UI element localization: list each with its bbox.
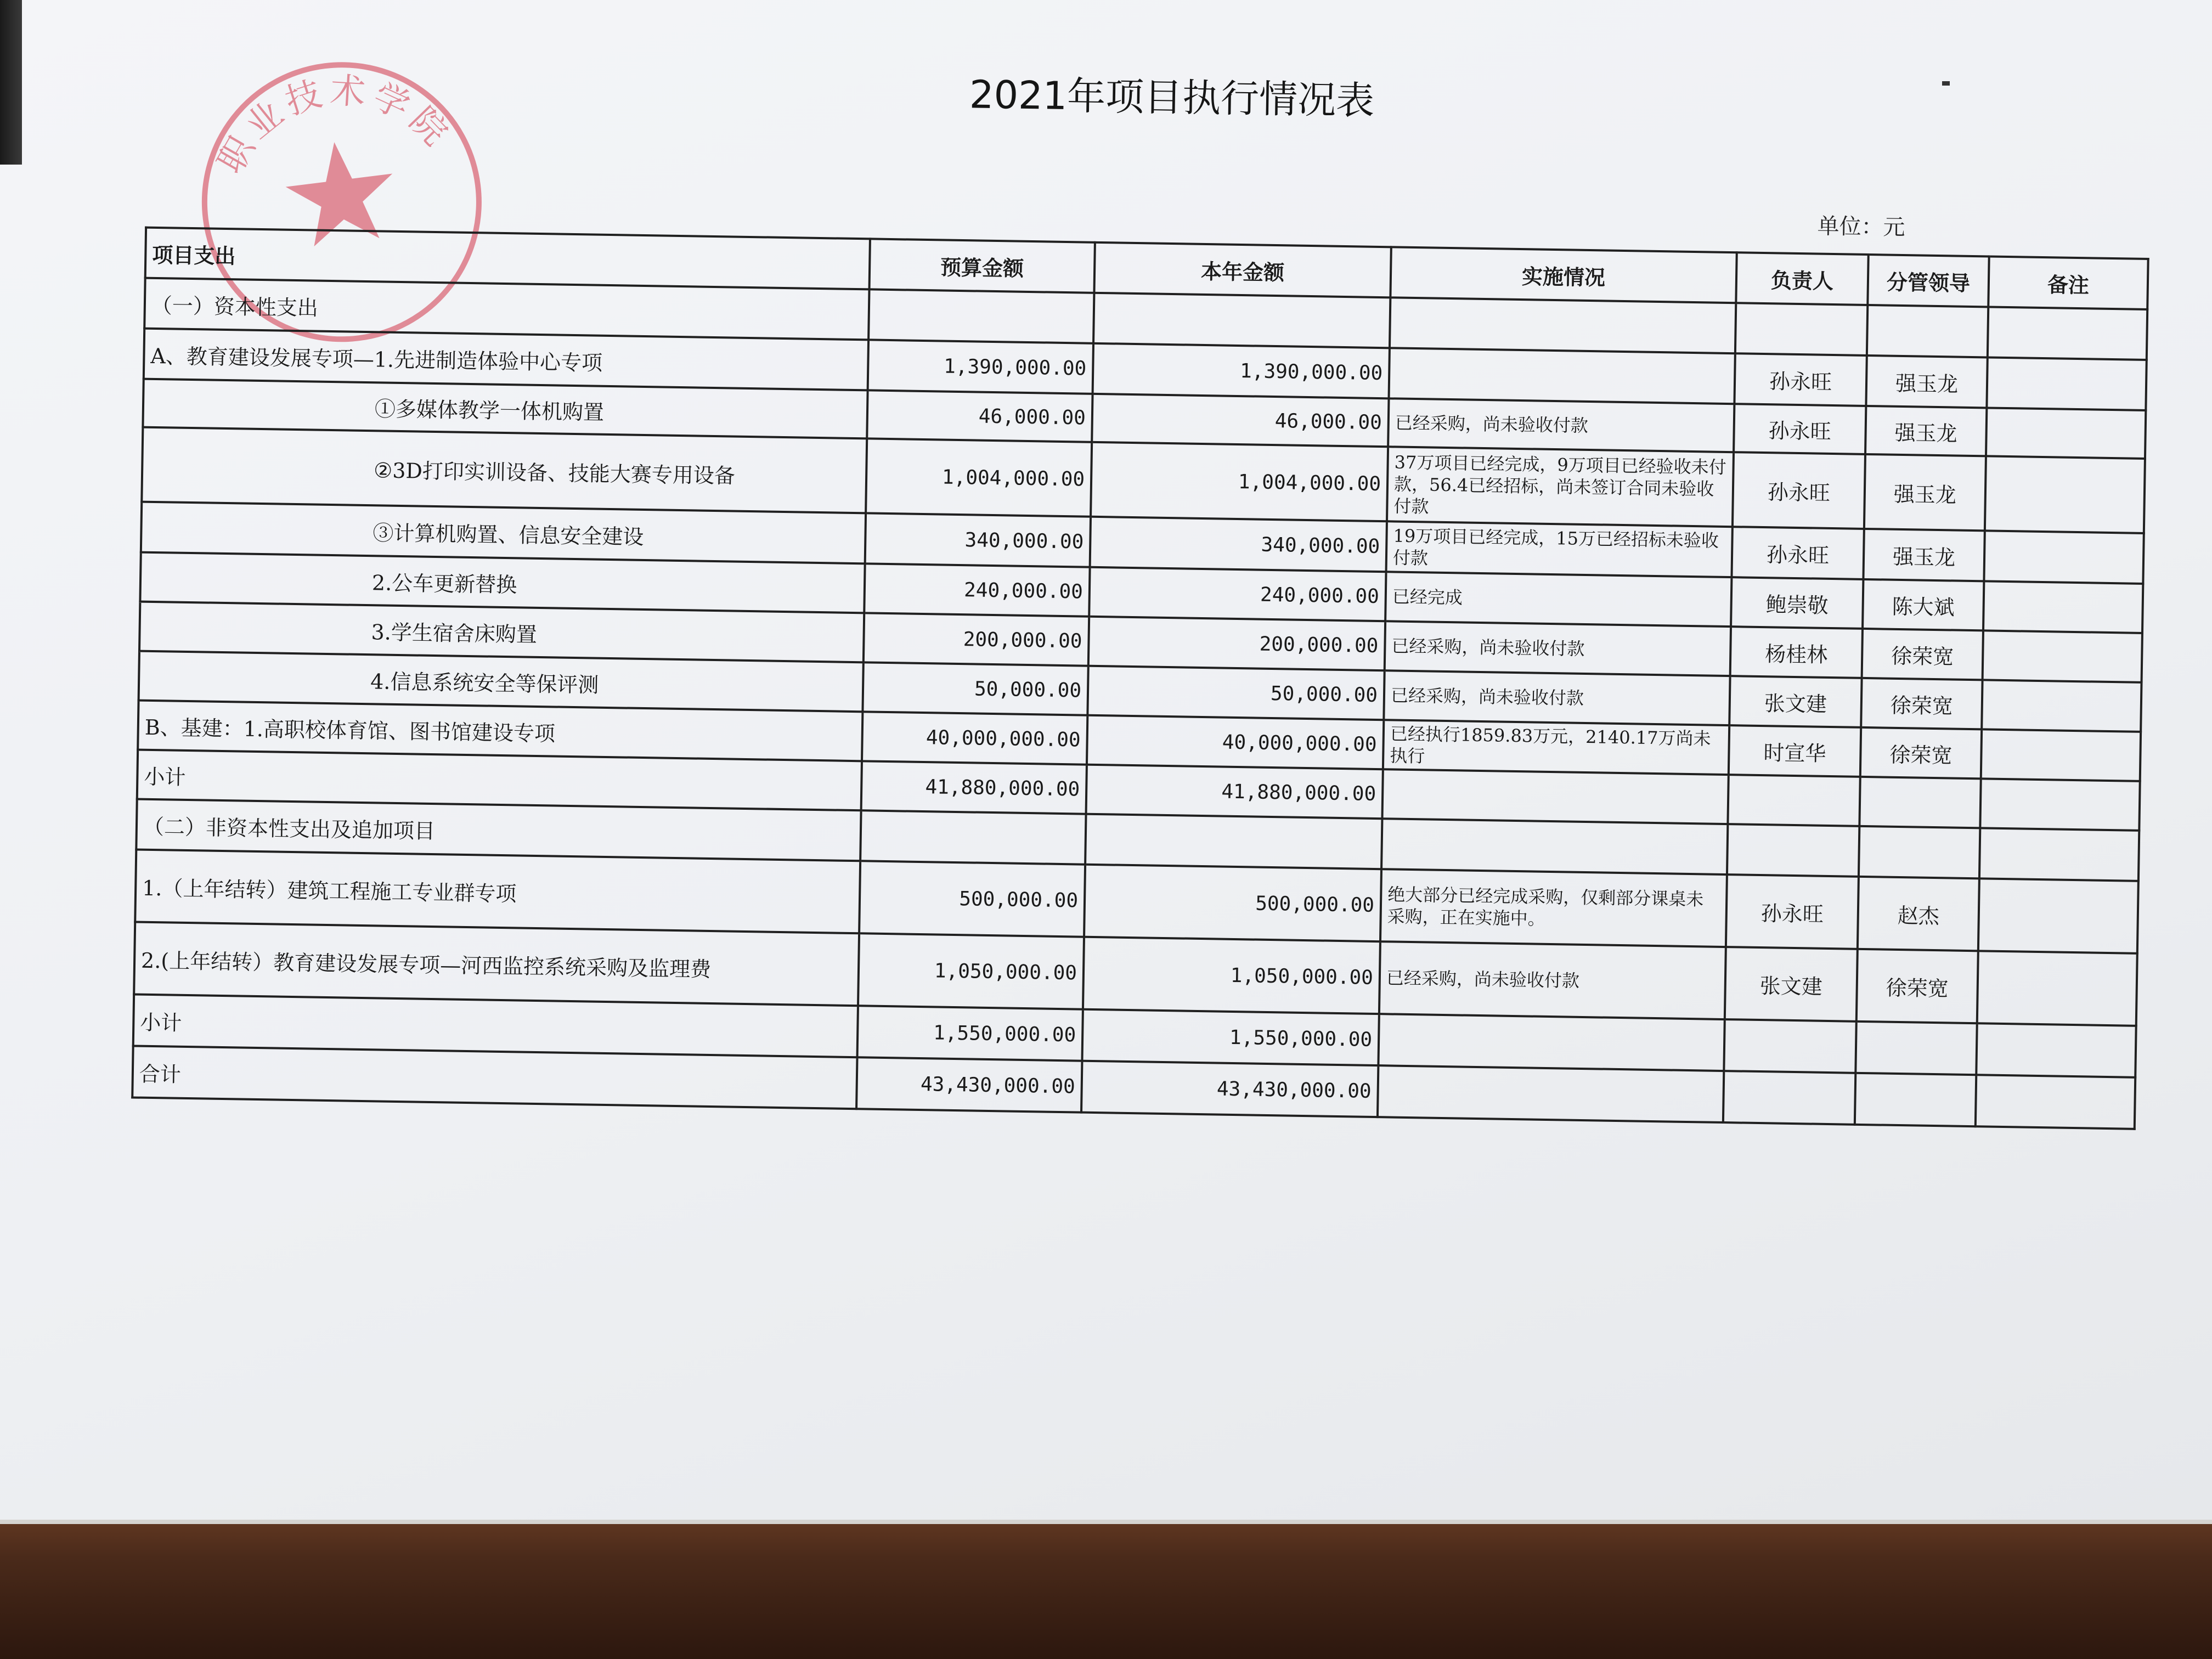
row-budget: 1,004,000.00: [866, 438, 1092, 516]
row-implementation: 19万项目已经完成，15万已经招标未验收付款: [1386, 521, 1733, 577]
row-remark: [1983, 581, 2143, 633]
row-remark: [1978, 878, 2138, 953]
row-current: 340,000.00: [1090, 517, 1387, 572]
row-current: 1,050,000.00: [1083, 937, 1380, 1014]
row-implementation: 绝大部分已经完成采购，仅剩部分课桌未采购，正在实施中。: [1380, 869, 1727, 947]
row-budget: 46,000.00: [867, 390, 1092, 442]
row-name: A、教育建设发展专项—1.先进制造体验中心专项: [144, 329, 868, 391]
row-current: [1093, 293, 1390, 348]
row-name: 4.信息系统安全等保评测: [139, 651, 864, 712]
row-current: 1,550,000.00: [1082, 1009, 1379, 1065]
row-current: 41,880,000.00: [1086, 765, 1383, 819]
seal-text: 职业技术学院: [210, 70, 459, 180]
header-project: 项目支出: [145, 228, 870, 290]
row-owner: 鲍崇敬: [1731, 577, 1863, 629]
row-owner: 孙永旺: [1731, 527, 1864, 579]
row-remark: [1979, 828, 2139, 881]
row-remark: [1984, 531, 2143, 584]
row-budget: 1,050,000.00: [858, 933, 1084, 1009]
row-name: B、基建：1.高职校体育馆、图书馆建设专项: [138, 701, 862, 761]
row-budget: 1,390,000.00: [868, 340, 1093, 393]
header-owner: 负责人: [1736, 252, 1868, 305]
row-name: ③计算机购置、信息安全建设: [141, 502, 866, 564]
row-current: 200,000.00: [1088, 617, 1385, 670]
row-current: 1,390,000.00: [1093, 343, 1390, 398]
row-leader: [1859, 826, 1980, 878]
row-implementation: 已经执行1859.83万元，2140.17万尚未执行: [1383, 720, 1729, 775]
row-current: 1,004,000.00: [1091, 442, 1388, 521]
row-leader: 徐荣宽: [1862, 629, 1983, 680]
header-leader: 分管领导: [1867, 255, 1989, 307]
row-name: ①多媒体教学一体机购置: [143, 379, 867, 439]
row-leader: 徐荣宽: [1860, 727, 1982, 778]
row-owner: 孙永旺: [1734, 404, 1866, 454]
row-name: 1.（上年结转）建筑工程施工专业群专项: [135, 850, 860, 934]
row-leader: 赵杰: [1858, 877, 1979, 951]
row-name: 2.(上年结转）教育建设发展专项—河西监控系统采购及监理费: [134, 922, 859, 1006]
row-budget: 40,000,000.00: [862, 712, 1087, 764]
row-remark: [1986, 408, 2146, 459]
document-title: 2021年项目执行情况表: [969, 72, 1375, 123]
row-leader: 徐荣宽: [1861, 678, 1982, 729]
row-implementation: [1389, 348, 1735, 404]
row-owner: 孙永旺: [1726, 874, 1859, 949]
header-implementation: 实施情况: [1390, 247, 1736, 303]
row-budget: 240,000.00: [864, 563, 1090, 616]
row-budget: 340,000.00: [865, 513, 1091, 567]
row-implementation: 已经采购，尚未验收付款: [1384, 670, 1730, 725]
row-budget: [868, 289, 1094, 343]
row-current: 500,000.00: [1084, 865, 1381, 941]
unit-label: 单位：元: [1817, 213, 1905, 241]
row-name: 小计: [133, 994, 858, 1057]
header-remark: 备注: [1988, 256, 2148, 309]
row-budget: 41,880,000.00: [861, 761, 1087, 814]
row-name: （一）资本性支出: [144, 278, 869, 340]
row-current: [1085, 814, 1382, 869]
row-leader: 强玉龙: [1866, 356, 1987, 408]
row-remark: [1981, 729, 2141, 781]
row-implementation: 37万项目已经完成，9万项目已经验收未付款，56.4已经招标，尚未签订合同未验收付款: [1387, 447, 1734, 527]
row-remark: [1983, 630, 2142, 682]
row-remark: [1987, 357, 2146, 410]
row-budget: 43,430,000.00: [856, 1057, 1082, 1112]
row-budget: 200,000.00: [864, 613, 1089, 665]
row-leader: 强玉龙: [1865, 406, 1987, 456]
row-leader: [1859, 777, 1980, 828]
row-current: 43,430,000.00: [1081, 1061, 1378, 1117]
row-owner: [1727, 824, 1859, 877]
row-leader: 强玉龙: [1864, 454, 1986, 531]
row-owner: [1723, 1071, 1855, 1125]
row-leader: 强玉龙: [1863, 529, 1984, 581]
row-implementation: [1378, 1014, 1724, 1071]
row-remark: [1982, 680, 2141, 732]
row-leader: [1855, 1073, 1976, 1126]
row-owner: [1735, 303, 1867, 356]
row-implementation: [1382, 769, 1728, 824]
row-remark: [1985, 456, 2145, 533]
row-current: 240,000.00: [1089, 567, 1386, 621]
execution-table: [131, 227, 2149, 1130]
row-owner: 时宣华: [1729, 725, 1861, 777]
row-implementation: [1378, 1065, 1724, 1122]
row-budget: 50,000.00: [862, 662, 1088, 715]
row-owner: [1728, 775, 1860, 826]
row-owner: 张文建: [1725, 947, 1858, 1022]
row-budget: 1,550,000.00: [857, 1006, 1083, 1060]
row-implementation: 已经采购，尚未验收付款: [1385, 621, 1731, 676]
row-owner: 杨桂林: [1730, 627, 1863, 678]
row-implementation: 已经完成: [1385, 572, 1731, 627]
row-current: 46,000.00: [1092, 394, 1389, 447]
row-budget: 500,000.00: [859, 861, 1085, 936]
row-owner: 孙永旺: [1734, 353, 1866, 406]
row-leader: 陈大斌: [1863, 579, 1984, 630]
row-current: 40,000,000.00: [1087, 715, 1384, 769]
row-name: 3.学生宿舍床购置: [139, 602, 864, 663]
row-leader: [1855, 1022, 1977, 1075]
row-remark: [1988, 307, 2147, 360]
header-current: 本年金额: [1094, 242, 1391, 297]
row-implementation: 已经采购，尚未验收付款: [1379, 941, 1726, 1019]
row-implementation: 已经采购，尚未验收付款: [1388, 398, 1734, 452]
row-current: 50,000.00: [1087, 666, 1384, 720]
row-remark: [1980, 778, 2140, 831]
row-implementation: [1381, 819, 1728, 874]
row-remark: [1977, 951, 2137, 1026]
row-owner: [1724, 1019, 1856, 1073]
row-leader: 徐荣宽: [1857, 949, 1978, 1023]
row-name: 2.公车更新替换: [140, 552, 865, 613]
row-name: 小计: [137, 750, 862, 811]
row-remark: [1976, 1023, 2136, 1077]
row-leader: [1867, 305, 1988, 357]
row-name: 合计: [132, 1046, 857, 1109]
row-owner: 孙永旺: [1733, 452, 1865, 529]
row-budget: [860, 810, 1086, 864]
row-remark: [1976, 1075, 2135, 1129]
row-owner: 张文建: [1729, 676, 1861, 727]
row-name: （二）非资本性支出及追加项目: [136, 799, 861, 861]
row-name: ②3D打印实训设备、技能大赛专用设备: [142, 427, 867, 514]
header-budget: 预算金额: [870, 239, 1095, 292]
row-implementation: [1390, 297, 1736, 353]
